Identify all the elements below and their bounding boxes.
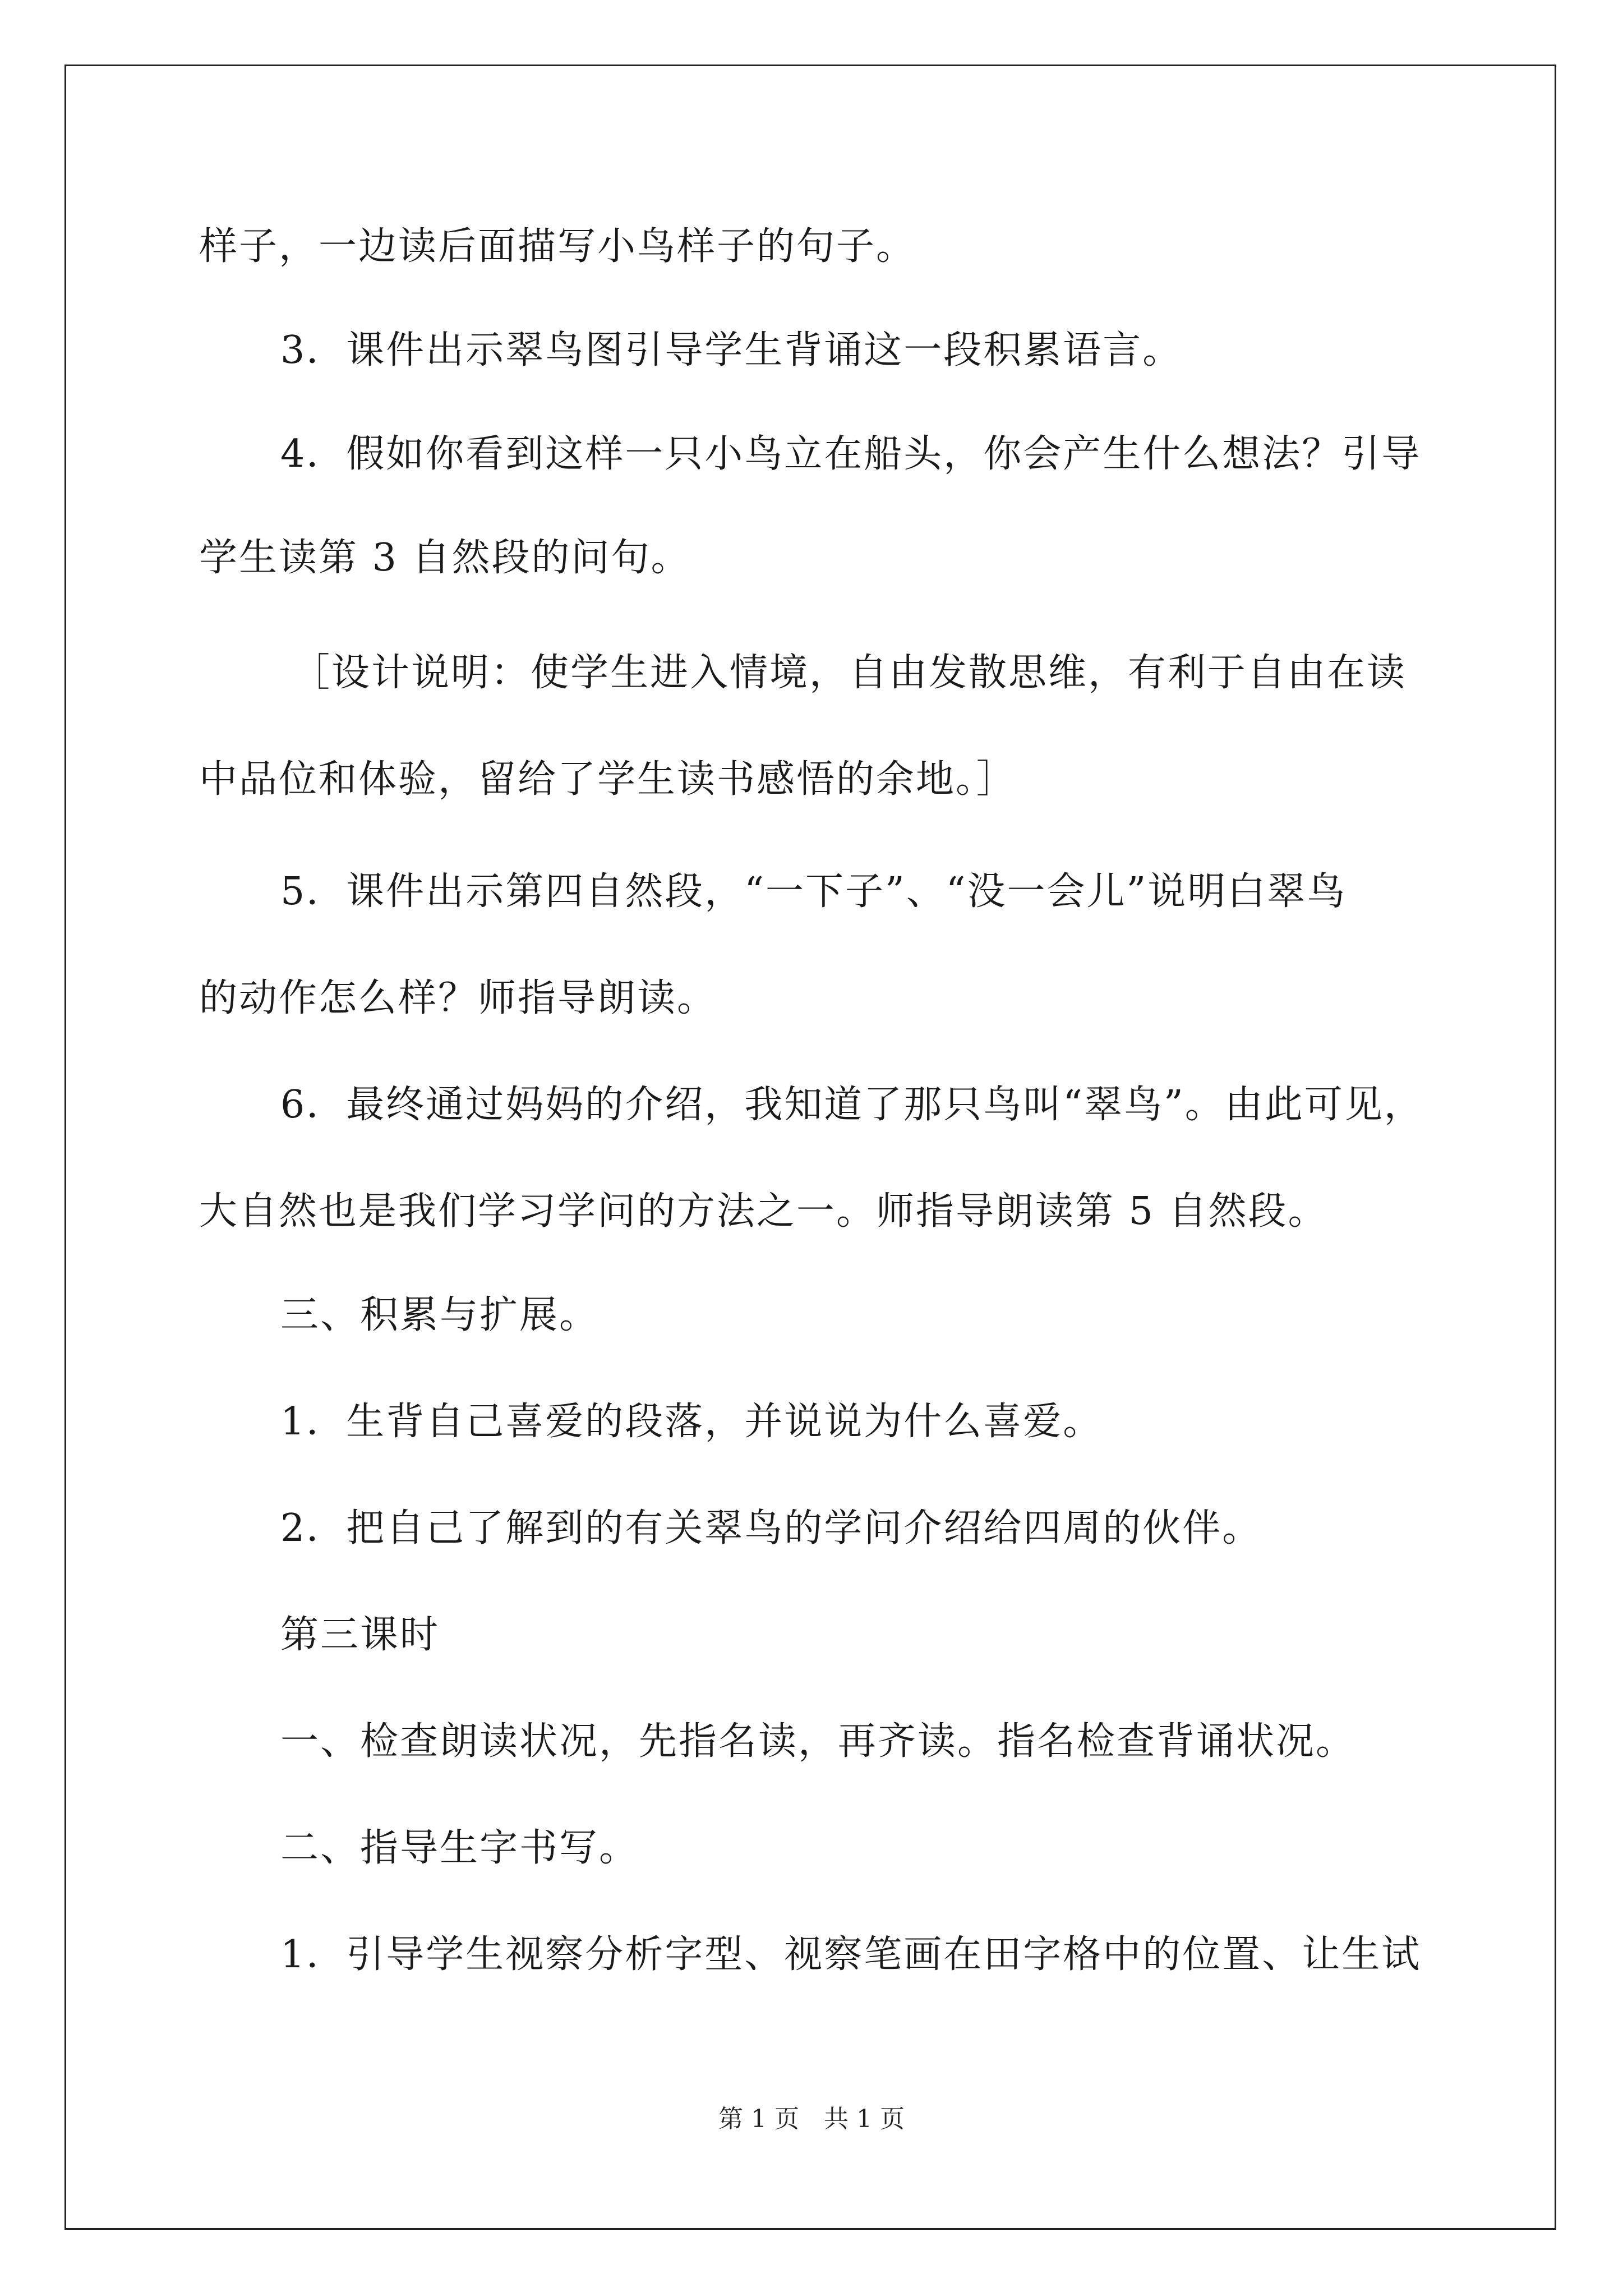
text-line: 学生读第 3 自然段的问句。 (199, 536, 691, 580)
text-line: 中品位和体验，留给了学生读书感悟的余地。］ (199, 757, 1017, 802)
section-heading: 第三课时 (280, 1613, 440, 1657)
page-border (64, 65, 1556, 2230)
text-line: 1．引导学生视察分析字型、视察笔画在田字格中的位置、让生试 (280, 1932, 1422, 1977)
section-heading: 三、积累与扩展。 (280, 1293, 600, 1337)
text-line: 的动作怎么样？师指导朗读。 (199, 976, 717, 1020)
text-line: 1．生背自己喜爱的段落，并说说为什么喜爱。 (280, 1400, 1103, 1444)
section-heading: 二、指导生字书写。 (280, 1826, 639, 1870)
text-line: 2．把自己了解到的有关翠鸟的学问介绍给四周的伙伴。 (280, 1506, 1262, 1550)
text-line: 样子，一边读后面描写小鸟样子的句子。 (199, 224, 916, 269)
text-line: 大自然也是我们学习学问的方法之一。师指导朗读第 5 自然段。 (199, 1189, 1328, 1234)
text-line: 3．课件出示翠鸟图引导学生背诵这一段积累语言。 (280, 328, 1183, 372)
text-line: 4．假如你看到这样一只小鸟立在船头，你会产生什么想法？引导 (280, 432, 1422, 476)
text-line: 6．最终通过妈妈的介绍，我知道了那只鸟叫“翠鸟”。由此可见， (280, 1083, 1424, 1127)
text-line: ［设计说明：使学生进入情境，自由发散思维，有利于自由在读 (292, 651, 1407, 695)
text-line: 一、检查朗读状况，先指名读，再齐读。指名检查背诵状况。 (280, 1719, 1356, 1764)
text-line: 5．课件出示第四自然段，“一下子”、“没一会儿”说明白翠鸟 (280, 869, 1347, 914)
page-number: 第 1 页 共 1 页 (718, 2105, 905, 2133)
